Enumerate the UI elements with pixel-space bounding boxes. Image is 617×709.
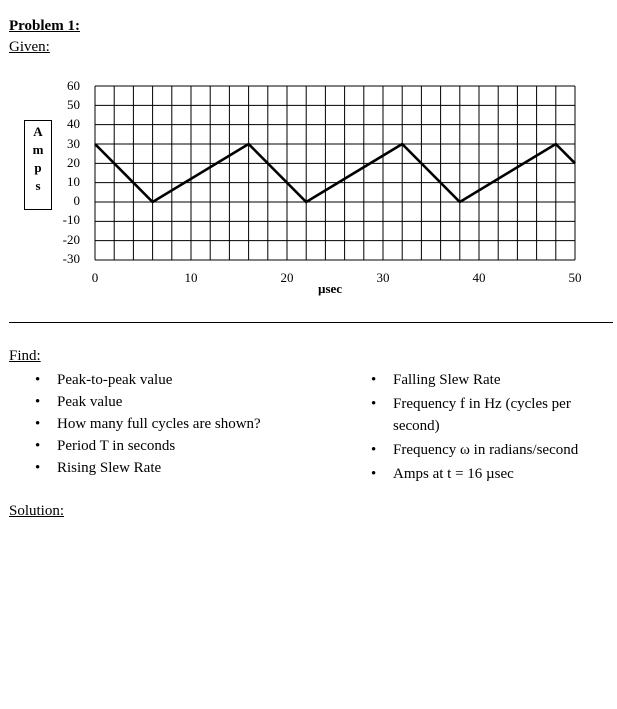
x-tick-label: 50	[568, 270, 582, 285]
list-item: • Peak value	[33, 391, 333, 413]
series-line-current	[95, 144, 575, 202]
x-axis-label: µsec	[317, 281, 343, 296]
solution-heading: Solution:	[9, 503, 65, 519]
find-list-left	[33, 369, 333, 479]
y-tick-label: 40	[67, 116, 80, 131]
list-item: • Falling Slew Rate	[369, 369, 609, 391]
x-tick-label: 0	[91, 270, 99, 285]
y-axis-label-letter: p	[34, 160, 42, 175]
problem-title: Problem 1:	[9, 18, 80, 34]
list-item: • Rising Slew Rate	[33, 457, 333, 479]
problem-title-colon: :	[74, 18, 80, 34]
list-item: • Peak-to-peak value	[33, 369, 333, 391]
y-tick-label: -20	[62, 232, 80, 247]
chart-grid	[95, 86, 575, 260]
y-tick-label: 10	[67, 174, 80, 189]
chart-plot	[0, 0, 617, 300]
list-item: • Amps at t = 16 µsec	[369, 463, 609, 485]
y-axis-label-letter: s	[35, 178, 41, 193]
list-item: • Frequency ω in radians/second	[369, 439, 609, 461]
y-tick-label: -10	[62, 212, 80, 227]
list-item: • Period T in seconds	[33, 435, 333, 457]
y-tick-label: 0	[73, 193, 80, 208]
x-tick-label: 10	[184, 270, 198, 285]
y-tick-label: 60	[67, 78, 80, 93]
y-tick-label: -30	[62, 251, 80, 266]
x-tick-label: 20	[280, 270, 294, 285]
find-list-right	[369, 369, 609, 487]
given-heading: Given:	[9, 39, 50, 55]
y-axis-label-letter: A	[33, 124, 43, 139]
y-tick-label: 20	[67, 155, 80, 170]
find-heading: Find:	[9, 348, 41, 364]
list-item: • How many full cycles are shown?	[33, 413, 333, 435]
section-divider	[9, 322, 613, 323]
y-tick-label: 50	[67, 97, 80, 112]
x-tick-label: 40	[472, 270, 486, 285]
y-tick-label: 30	[67, 136, 80, 151]
list-item: • Frequency f in Hz (cycles per second)	[369, 393, 609, 437]
x-tick-label: 30	[376, 270, 390, 285]
y-axis-label-letter: m	[32, 142, 44, 157]
